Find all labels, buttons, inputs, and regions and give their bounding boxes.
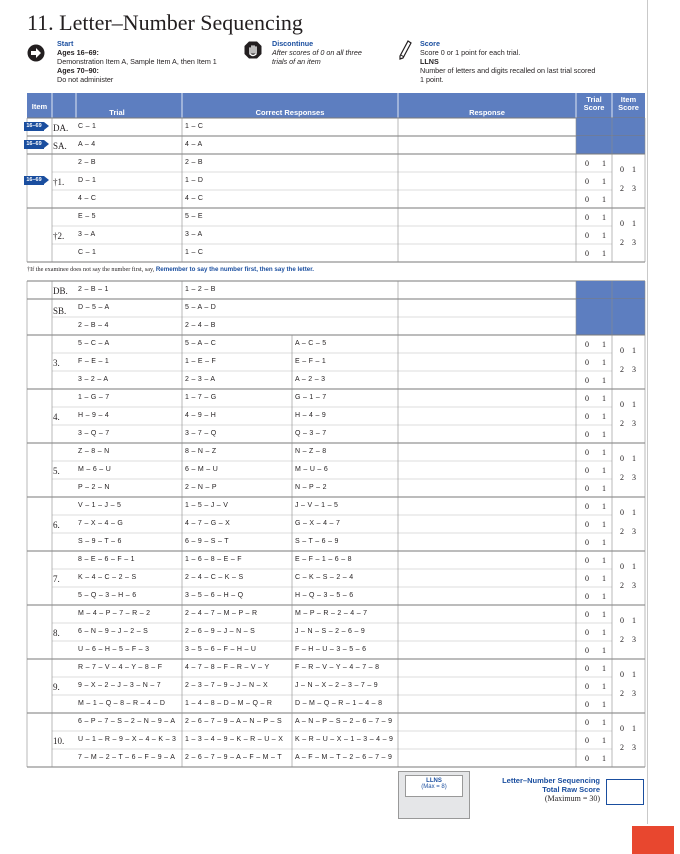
trial-score-1: 1 [602, 753, 606, 763]
correct-response-2: E – F – 1 [295, 358, 327, 365]
trial-sequence: 6 – P – 7 – S – 2 – N – 9 – A [78, 718, 176, 725]
item-score-01: 0 1 [620, 507, 639, 517]
item-score-23: 2 3 [620, 743, 639, 753]
trial-sequence: 4 – C [78, 195, 97, 202]
trial-sequence: 6 – N – 9 – J – 2 – S [78, 628, 149, 635]
correct-response-1: 1 – 4 – 8 – D – M – Q – R [185, 700, 273, 707]
item-score-23: 2 3 [620, 365, 639, 375]
correct-response-2: G – X – 4 – 7 [295, 520, 341, 527]
discontinue-line1: After scores of 0 on all three [272, 48, 362, 57]
trial-score-1: 1 [602, 176, 606, 186]
correct-response-1: 1 – 3 – 4 – 9 – K – R – U – X [185, 736, 284, 743]
correct-response-1: 2 – 3 – 7 – 9 – J – N – X [185, 682, 268, 689]
trial-score-1: 1 [602, 465, 606, 475]
total-raw-score-box[interactable] [606, 779, 644, 805]
correct-response-1: 3 – A [185, 231, 203, 238]
trial-sequence: F – E – 1 [78, 358, 110, 365]
trial-score-1: 1 [602, 212, 606, 222]
item-score-23: 2 3 [620, 419, 639, 429]
trial-score-0: 0 [585, 519, 589, 529]
trial-sequence: 3 – A [78, 231, 96, 238]
score-llns-rule: Number of letters and digits recalled on last trial scored [420, 66, 596, 75]
trial-score-1: 1 [602, 393, 606, 403]
trial-score-0: 0 [585, 627, 589, 637]
col-header-item-score: Item Score [618, 95, 639, 112]
trial-score-1: 1 [602, 681, 606, 691]
trial-sequence: 1 – G – 7 [78, 394, 110, 401]
item-number: †1. [53, 176, 65, 187]
correct-response-1: 1 – C [185, 123, 204, 130]
trial-score-0: 0 [585, 447, 589, 457]
trial-score-1: 1 [602, 699, 606, 709]
correct-response-1: 3 – 5 – 6 – H – Q [185, 592, 244, 599]
trial-score-0: 0 [585, 645, 589, 655]
age-range-tag: 16–69 [24, 122, 44, 131]
discontinue-line2: trials of an item [272, 57, 321, 66]
trial-score-1: 1 [602, 519, 606, 529]
trial-sequence: 2 – B – 1 [78, 286, 109, 293]
correct-response-1: 1 – D [185, 177, 204, 184]
trial-sequence: 2 – B – 4 [78, 322, 109, 329]
trial-score-0: 0 [585, 609, 589, 619]
trial-score-0: 0 [585, 411, 589, 421]
correct-response-2: J – V – 1 – 5 [295, 502, 339, 509]
correct-response-2: C – K – S – 2 – 4 [295, 574, 354, 581]
demo-score-shade [576, 299, 645, 335]
trial-sequence: V – 1 – J – 5 [78, 502, 122, 509]
correct-response-1: 1 – 2 – B [185, 286, 216, 293]
correct-response-2: D – M – Q – R – 1 – 4 – 8 [295, 700, 383, 707]
trial-sequence: R – 7 – V – 4 – Y – 8 – F [78, 664, 163, 671]
score-label: Score [420, 39, 440, 48]
correct-response-2: N – Z – 8 [295, 448, 327, 455]
trial-score-0: 0 [585, 735, 589, 745]
trial-score-0: 0 [585, 753, 589, 763]
start-label: Start [57, 39, 74, 48]
trial-score-1: 1 [602, 609, 606, 619]
page-title: 11. Letter–Number Sequencing [27, 10, 303, 35]
correct-response-1: 5 – E [185, 213, 203, 220]
reminder-note [27, 266, 314, 273]
correct-response-2: S – T – 6 – 9 [295, 538, 339, 545]
correct-response-1: 3 – 7 – Q [185, 430, 217, 437]
trial-score-1: 1 [602, 339, 606, 349]
item-score-01: 0 1 [620, 669, 639, 679]
trial-score-1: 1 [602, 411, 606, 421]
trial-score-1: 1 [602, 375, 606, 385]
correct-response-1: 1 – 5 – J – V [185, 502, 229, 509]
trial-score-0: 0 [585, 194, 589, 204]
correct-response-1: 2 – 3 – A [185, 376, 216, 383]
trial-score-1: 1 [602, 357, 606, 367]
correct-response-1: 5 – A – D [185, 304, 217, 311]
trial-sequence: S – 9 – T – 6 [78, 538, 122, 545]
trial-score-0: 0 [585, 573, 589, 583]
correct-response-1: 1 – C [185, 249, 204, 256]
trial-sequence: 2 – B [78, 159, 96, 166]
trial-sequence: A – 4 [78, 141, 96, 148]
trial-sequence: Z – 8 – N [78, 448, 110, 455]
trial-score-1: 1 [602, 735, 606, 745]
item-score-01: 0 1 [620, 399, 639, 409]
trial-sequence: M – 1 – Q – 8 – R – 4 – D [78, 700, 166, 707]
correct-response-1: 2 – 6 – 9 – J – N – S [185, 628, 256, 635]
trial-score-0: 0 [585, 212, 589, 222]
trial-score-1: 1 [602, 429, 606, 439]
total-max: (Maximum = 30) [544, 794, 600, 803]
trial-sequence: 7 – X – 4 – G [78, 520, 124, 527]
correct-response-1: 4 – A [185, 141, 203, 148]
item-number: 3. [53, 357, 60, 368]
demo-score-shade [576, 118, 645, 136]
correct-response-1: 5 – A – C [185, 340, 217, 347]
demo-score-shade [576, 136, 645, 154]
correct-response-2: G – 1 – 7 [295, 394, 327, 401]
col-header-trial-score: Trial Score [583, 95, 605, 112]
trial-score-1: 1 [602, 194, 606, 204]
trial-score-0: 0 [585, 465, 589, 475]
correct-response-1: 4 – 7 – 8 – F – R – V – Y [185, 664, 270, 671]
start-ages-old: Ages 70–90: [57, 66, 99, 75]
trial-sequence: 3 – Q – 7 [78, 430, 110, 437]
col-header-correct: Correct Responses [255, 108, 325, 117]
trial-sequence: 3 – 2 – A [78, 376, 109, 383]
correct-response-1: 6 – M – U [185, 466, 219, 473]
trial-score-0: 0 [585, 339, 589, 349]
correct-response-1: 2 – 6 – 7 – 9 – A – F – M – T [185, 754, 282, 761]
correct-response-2: A – C – 5 [295, 340, 327, 347]
llns-max: (Max = 8) [421, 784, 447, 790]
score-llns-label: LLNS [420, 57, 439, 66]
trial-sequence: K – 4 – C – 2 – S [78, 574, 137, 581]
correct-response-1: 4 – 7 – G – X [185, 520, 231, 527]
reminder-note-prefix: †If the examinee does not say the number first, say, [27, 266, 155, 273]
age-range-tag: 16–69 [24, 176, 44, 185]
trial-score-0: 0 [585, 537, 589, 547]
item-score-01: 0 1 [620, 218, 639, 228]
correct-response-2: M – U – 6 [295, 466, 329, 473]
start-do-not: Do not administer [57, 75, 114, 84]
trial-score-0: 0 [585, 681, 589, 691]
demo-score-shade [576, 281, 645, 299]
item-number: 7. [53, 573, 60, 584]
trial-score-0: 0 [585, 375, 589, 385]
age-range-tag-arrow-icon [44, 140, 49, 148]
item-score-01: 0 1 [620, 723, 639, 733]
correct-response-2: E – F – 1 – 6 – 8 [295, 556, 352, 563]
trial-sequence: 7 – M – 2 – T – 6 – F – 9 – A [78, 754, 176, 761]
item-score-23: 2 3 [620, 473, 639, 483]
correct-response-1: 1 – 7 – G [185, 394, 217, 401]
trial-score-1: 1 [602, 573, 606, 583]
trial-score-1: 1 [602, 591, 606, 601]
trial-score-1: 1 [602, 501, 606, 511]
item-score-01: 0 1 [620, 164, 639, 174]
trial-sequence: D – 5 – A [78, 304, 110, 311]
reminder-note-instruction: Remember to say the number first, then say the letter. [155, 266, 314, 273]
correct-response-1: 2 – 4 – C – K – S [185, 574, 244, 581]
trial-sequence: H – 9 – 4 [78, 412, 110, 419]
trial-sequence: C – 1 [78, 249, 97, 256]
age-range-tag-arrow-icon [44, 122, 49, 130]
correct-response-2: N – P – 2 [295, 484, 327, 491]
correct-response-2: H – 4 – 9 [295, 412, 327, 419]
trial-score-0: 0 [585, 393, 589, 403]
correct-response-1: 1 – 6 – 8 – E – F [185, 556, 242, 563]
correct-response-1: 2 – 6 – 7 – 9 – A – N – P – S [185, 718, 282, 725]
correct-response-1: 2 – 4 – 7 – M – P – R [185, 610, 258, 617]
correct-response-2: A – F – M – T – 2 – 6 – 7 – 9 [295, 754, 393, 761]
correct-response-2: M – P – R – 2 – 4 – 7 [295, 610, 368, 617]
trial-sequence: U – 6 – H – 5 – F – 3 [78, 646, 150, 653]
trial-score-1: 1 [602, 717, 606, 727]
start-ages-young: Ages 16–69: [57, 48, 99, 57]
item-score-01: 0 1 [620, 615, 639, 625]
item-score-23: 2 3 [620, 581, 639, 591]
trial-score-0: 0 [585, 591, 589, 601]
trial-score-1: 1 [602, 158, 606, 168]
item-number: †2. [53, 230, 65, 241]
correct-response-2: Q – 3 – 7 [295, 430, 327, 437]
trial-score-1: 1 [602, 663, 606, 673]
item-score-23: 2 3 [620, 527, 639, 537]
trial-sequence: M – 6 – U [78, 466, 112, 473]
trial-score-0: 0 [585, 248, 589, 258]
col-header-response: Response [469, 108, 505, 117]
trial-score-0: 0 [585, 699, 589, 709]
trial-score-1: 1 [602, 447, 606, 457]
correct-response-2: F – H – U – 3 – 5 – 6 [295, 646, 367, 653]
correct-response-1: 8 – N – Z [185, 448, 217, 455]
correct-response-1: 2 – B [185, 159, 203, 166]
trial-sequence: C – 1 [78, 123, 97, 130]
trial-score-1: 1 [602, 248, 606, 258]
trial-score-1: 1 [602, 555, 606, 565]
item-number: 10. [53, 735, 65, 746]
correct-response-2: A – N – P – S – 2 – 6 – 7 – 9 [295, 718, 393, 725]
correct-response-2: J – N – X – 2 – 3 – 7 – 9 [295, 682, 378, 689]
trial-sequence: 5 – Q – 3 – H – 6 [78, 592, 137, 599]
item-number: 8. [53, 627, 60, 638]
col-header-trial: Trial [109, 108, 125, 117]
correct-response-1: 4 – C [185, 195, 204, 202]
total-score-label-block [460, 776, 600, 803]
col-header-item: Item [31, 102, 48, 111]
trial-sequence: D – 1 [78, 177, 97, 184]
correct-response-1: 2 – N – P [185, 484, 217, 491]
trial-score-0: 0 [585, 158, 589, 168]
item-score-23: 2 3 [620, 184, 639, 194]
trial-score-0: 0 [585, 429, 589, 439]
start-instructions: Demonstration Item A, Sample Item A, then Item 1 [57, 57, 217, 66]
trial-score-1: 1 [602, 537, 606, 547]
item-number: 9. [53, 681, 60, 692]
trial-sequence: 9 – X – 2 – J – 3 – N – 7 [78, 682, 161, 689]
trial-sequence: P – 2 – N [78, 484, 110, 491]
correct-response-1: 1 – E – F [185, 358, 217, 365]
llns-label: LLNS [426, 778, 442, 784]
correct-response-1: 2 – 4 – B [185, 322, 216, 329]
correct-response-1: 3 – 5 – 6 – F – H – U [185, 646, 257, 653]
trial-score-0: 0 [585, 717, 589, 727]
item-score-23: 2 3 [620, 635, 639, 645]
item-number: DA. [53, 122, 69, 133]
age-range-tag-arrow-icon [44, 176, 49, 184]
item-score-01: 0 1 [620, 453, 639, 463]
score-llns-rule-end: 1 point. [420, 75, 444, 84]
age-range-tag: 16–69 [24, 140, 44, 149]
item-number: 6. [53, 519, 60, 530]
correct-response-1: 6 – 9 – S – T [185, 538, 229, 545]
item-score-23: 2 3 [620, 689, 639, 699]
trial-score-1: 1 [602, 627, 606, 637]
trial-score-1: 1 [602, 483, 606, 493]
item-number: 5. [53, 465, 60, 476]
correct-response-2: A – 2 – 3 [295, 376, 326, 383]
item-number: SB. [53, 306, 67, 316]
discontinue-label: Discontinue [272, 39, 314, 48]
trial-sequence: 5 – C – A [78, 340, 110, 347]
score-rule: Score 0 or 1 point for each trial. [420, 48, 521, 57]
trial-score-0: 0 [585, 230, 589, 240]
item-score-23: 2 3 [620, 238, 639, 248]
item-number: SA. [53, 140, 67, 151]
item-number: 4. [53, 411, 60, 422]
total-label-2: Total Raw Score [542, 785, 600, 794]
item-score-01: 0 1 [620, 345, 639, 355]
trial-sequence: 8 – E – 6 – F – 1 [78, 556, 135, 563]
trial-score-1: 1 [602, 230, 606, 240]
trial-score-0: 0 [585, 501, 589, 511]
trial-sequence: U – 1 – R – 9 – X – 4 – K – 3 [78, 736, 177, 743]
llns-label-box [405, 775, 463, 797]
trial-score-1: 1 [602, 645, 606, 655]
trial-sequence: M – 4 – P – 7 – R – 2 [78, 610, 151, 617]
trial-score-0: 0 [585, 483, 589, 493]
trial-score-0: 0 [585, 555, 589, 565]
trial-score-0: 0 [585, 176, 589, 186]
correct-response-2: J – N – S – 2 – 6 – 9 [295, 628, 366, 635]
correct-response-2: F – R – V – Y – 4 – 7 – 8 [295, 664, 380, 671]
correct-response-1: 4 – 9 – H [185, 412, 217, 419]
red-corner-mark [632, 826, 674, 854]
trial-sequence: E – 5 [78, 213, 96, 220]
total-label-1: Letter–Number Sequencing [502, 776, 600, 785]
trial-score-0: 0 [585, 663, 589, 673]
trial-score-0: 0 [585, 357, 589, 367]
correct-response-2: H – Q – 3 – 5 – 6 [295, 592, 354, 599]
correct-response-2: K – R – U – X – 1 – 3 – 4 – 9 [295, 736, 394, 743]
item-number: DB. [53, 285, 68, 296]
item-score-01: 0 1 [620, 561, 639, 571]
